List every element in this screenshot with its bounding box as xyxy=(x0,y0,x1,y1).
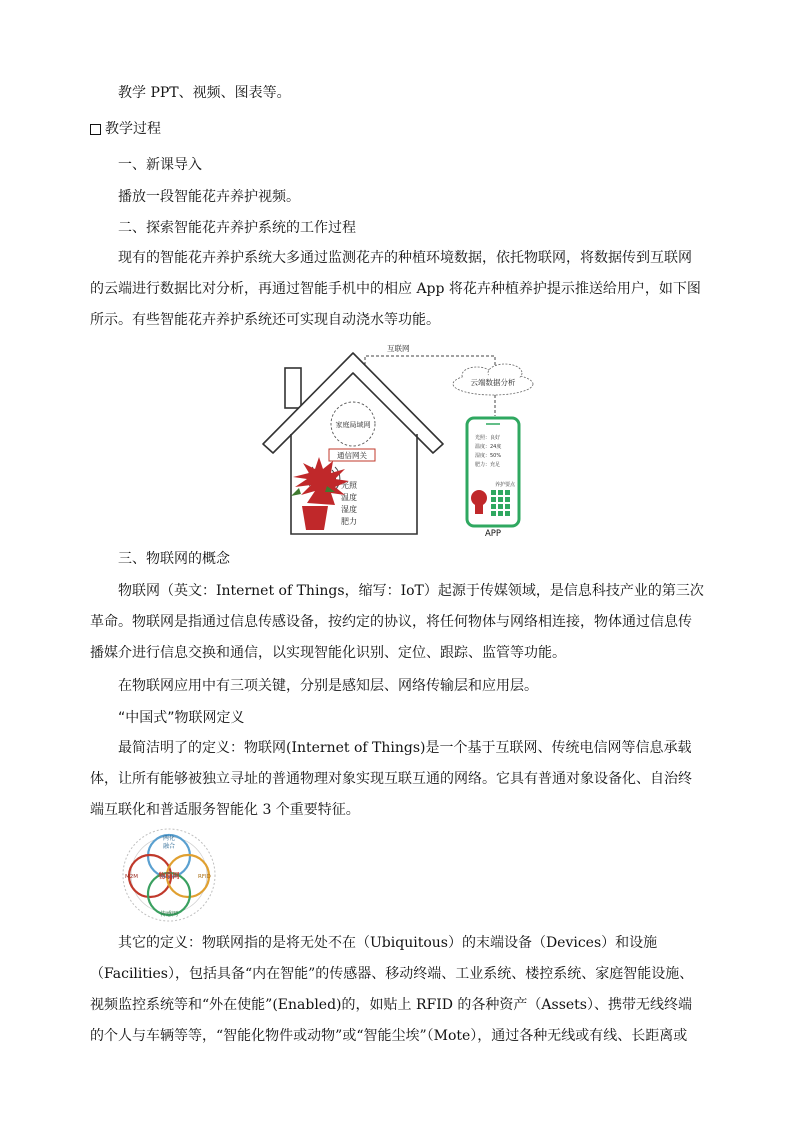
venn-top-label: 两化 xyxy=(162,835,176,842)
paragraph-concise-definition: 最简洁明了的定义：物联网(Internet of Things)是一个基于互联网、传统电信网等信息承载体，让所有能够被独立寻址的普通物理对象实现互联互通的网络。它具有普通对象设备化、自治终端互联化和普适服务智能化 3 个重要特征。 xyxy=(90,740,692,818)
phone-readout: 湿度：50% xyxy=(475,453,502,459)
checkbox-bullet-icon xyxy=(90,124,101,135)
paragraph-iot-definition: 物联网（英文：Internet of Things，缩写：IoT）起源于传媒领域，是信息科技产业的第三次革命。物联网是指通过信息传感设备，按约定的协议，将任何物体与网络相连接，物体通过信息传播媒介进行信息交换和通信，以实现智能化识别、定位、跟踪、监管等功能。 xyxy=(90,583,704,661)
iot-venn-diagram xyxy=(115,826,223,924)
phone-readout: 光照：良好 xyxy=(475,435,501,441)
phone-sub-label: 养护要点 xyxy=(495,482,516,488)
venn-left-label: M2M xyxy=(125,874,138,880)
section-title: 教学过程 xyxy=(105,121,161,137)
paragraph-three-layers: 在物联网应用中有三项关键，分别是感知层、网络传输层和应用层。 xyxy=(118,678,538,694)
paragraph-other-definition: 其它的定义：物联网指的是将无处不在（Ubiquitous）的末端设备（Devices）和设施（Facilities），包括具备“内在智能”的传感器、移动终端、工业系统、楼控系统、家庭智能设施、视频监控系统等和“外在使能”(Enabled)的，如贴上 RFID 的各种资产（Assets）、携带无线终端的个人与车辆等等，“智能化物件或动物”或“智能尘埃”（Mote），通过各种无线或有线、长距离或 xyxy=(90,935,694,1044)
gateway-label: 通信网关 xyxy=(337,451,367,460)
smart-flower-diagram xyxy=(255,338,545,540)
phone-readout: 肥力：充足 xyxy=(475,462,501,468)
paragraph-video: 播放一段智能花卉养护视频。 xyxy=(118,189,300,205)
sensor-label: 温度 xyxy=(341,493,357,502)
venn-bottom-label: 传感网 xyxy=(159,911,179,918)
heading-china-definition: “中国式”物联网定义 xyxy=(118,710,245,726)
heading-intro: 一、新课导入 xyxy=(118,157,202,173)
sensor-label: 光照 xyxy=(341,481,357,490)
venn-right-label: RFID xyxy=(198,874,211,880)
cloud-label: 云端数据分析 xyxy=(470,378,516,387)
paragraph-system: 现有的智能花卉养护系统大多通过监测花卉的种植环境数据，依托物联网，将数据传到互联网的云端进行数据比对分析，再通过智能手机中的相应 App 将花卉种植养护提示推送给用户，如下图所示。有些智能花卉养护系统还可实现自动浇水等功能。 xyxy=(90,250,701,328)
heading-explore: 二、探索智能花卉养护系统的工作过程 xyxy=(118,220,356,236)
sensor-label: 湿度 xyxy=(341,505,357,514)
heading-iot-concept: 三、物联网的概念 xyxy=(118,551,230,567)
lan-label: 家庭局域网 xyxy=(335,421,371,429)
venn-center-label: 物联网 xyxy=(158,872,180,880)
phone-readout: 温度：24度 xyxy=(475,444,502,450)
section-heading xyxy=(90,119,161,139)
venn-top-label: 融合 xyxy=(162,843,176,850)
app-label: APP xyxy=(484,529,502,539)
internet-label: 互联网 xyxy=(387,344,410,353)
sensor-label: 肥力 xyxy=(341,517,357,526)
materials-line: 教学 PPT、视频、图表等。 xyxy=(118,85,291,101)
